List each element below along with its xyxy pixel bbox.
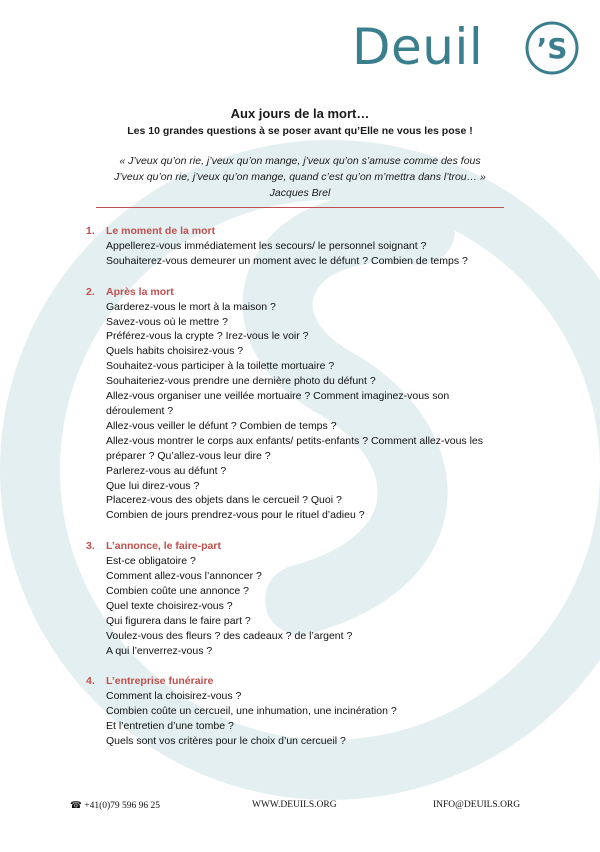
page-footer [0,800,600,814]
logo-text: Deuil [352,18,484,76]
question-item: Parlerez-vous au défunt ? [106,464,227,477]
question-item: Combien coûte un cercueil, une inhumation, une incinération ? [106,705,397,718]
question-item: Combien de jours prendrez-vous pour le rituel d’adieu ? [106,509,365,522]
question-section [86,539,526,658]
question-item: Allez-vous organiser une veillée mortuaire ? Comment imaginez-vous son [106,390,450,403]
question-item: Que lui direz-vous ? [106,479,200,492]
section-heading [86,285,526,300]
logo-badge-text: ’S [536,32,568,65]
section-number: 1. [86,225,95,237]
question-item: Allez-vous veiller le défunt ? Combien de temps ? [106,419,337,432]
question-item: Est-ce obligatoire ? [106,555,196,568]
epigraph-quote [60,153,540,201]
question-item: Qui figurera dans le faire part ? [106,614,251,627]
section-title: L’entreprise funéraire [106,675,214,688]
quote-line: « J’veux qu’on rie, j’veux qu’on mange, j’veux qu’on s’amuse comme des fous [119,155,481,167]
question-item: A qui l’enverrez-vous ? [106,644,213,657]
question-section [86,224,526,269]
section-title: Le moment de la mort [106,225,216,237]
question-item: Quel texte choisirez-vous ? [106,599,233,612]
section-heading [86,539,526,554]
document-subtitle: Les 10 grandes questions à se poser avant qu’Elle ne vous les pose ! [127,125,473,137]
question-item: Allez-vous montrer le corps aux enfants/ petits-enfants ? Comment allez-vous les [106,434,484,447]
section-heading [86,224,526,239]
question-item: Combien coûte une annonce ? [106,584,250,597]
footer-website[interactable]: WWW.DEUILS.ORG [252,800,337,810]
section-number: 2. [86,285,95,298]
question-item: Préférez-vous la crypte ? Irez-vous le voir ? [106,330,309,343]
question-item: Souhaitez-vous participer à la toilette mortuaire ? [106,360,335,373]
question-list [86,239,526,269]
question-item: Quels sont vos critères pour le choix d’un cercueil ? [106,735,346,748]
section-title: Après la mort [106,285,174,298]
phone-icon: ☎ [70,801,85,811]
question-sections [86,224,526,765]
question-item: Garderez-vous le mort à la maison ? [106,300,276,313]
document-header [60,106,540,201]
question-section [86,285,526,524]
deuils-logo [352,12,592,82]
question-item: Voulez-vous des fleurs ? des cadeaux ? de l’argent ? [106,629,353,642]
question-item: Savez-vous où le mettre ? [106,315,228,328]
question-item: Souhaiterez-vous demeurer un moment avec le défunt ? Combien de temps ? [106,254,468,267]
question-item: déroulement ? [106,404,174,417]
quote-author: Jacques Brel [269,187,331,199]
question-item: Souhaiteriez-vous prendre une dernière photo du défunt ? [106,375,376,388]
footer-email[interactable]: INFO@DEUILS.ORG [433,800,521,810]
logo-badge [524,20,580,76]
footer-phone [70,800,160,811]
question-item: Comment allez-vous l’annoncer ? [106,570,262,583]
footer-phone-text: +41(0)79 596 96 25 [84,801,161,811]
section-number: 3. [86,540,95,553]
question-item: préparer ? Qu’allez-vous leur dire ? [106,449,271,462]
question-list [86,689,526,749]
header-divider [96,207,504,208]
question-item: Placerez-vous des objets dans le cercueil ? Quoi ? [106,494,342,507]
section-number: 4. [86,675,95,688]
section-heading [86,674,526,689]
quote-line: J’veux qu’on rie, j’veux qu’on mange, quand c’est qu’on m’mettra dans l’trou… » [114,171,486,183]
question-list [86,554,526,658]
question-item: Comment la choisirez-vous ? [106,690,242,703]
document-title: Aux jours de la mort… [230,106,370,121]
question-section [86,674,526,749]
question-item: Et l’entretien d’une tombe ? [106,720,234,733]
question-list [86,300,526,524]
section-title: L’annonce, le faire-part [106,540,221,553]
question-item: Appellerez-vous immédiatement les secours/ le personnel soignant ? [106,239,427,252]
question-item: Quels habits choisirez-vous ? [106,345,244,358]
